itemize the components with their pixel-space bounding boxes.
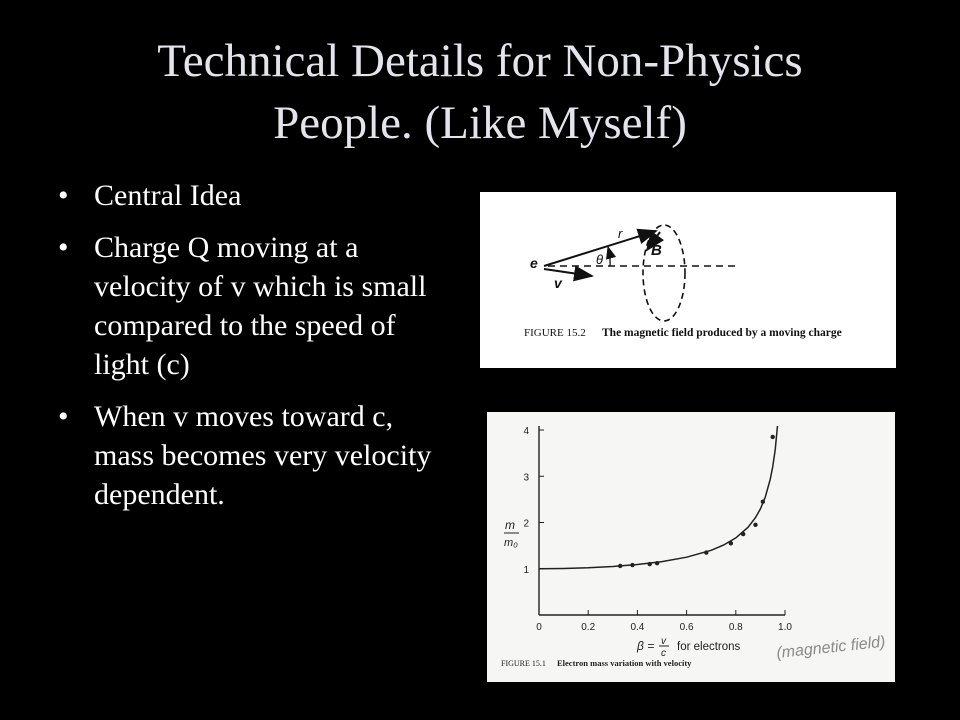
- mass-velocity-figure: [487, 412, 895, 682]
- figure-15-2-caption: The magnetic field produced by a moving charge: [602, 327, 842, 339]
- magnetic-field-figure: [480, 192, 896, 368]
- bullet-dot: •: [58, 400, 69, 433]
- data-point: [618, 564, 622, 568]
- bullet-item: [58, 228, 448, 384]
- x-axis-label-c: c: [661, 648, 666, 659]
- data-point: [630, 563, 634, 567]
- bullet-text: When v moves toward c, mass becomes very velocity dependent.: [94, 400, 432, 511]
- chart-axes: [523, 426, 792, 633]
- figure-15-2-number: FIGURE 15.2: [524, 327, 586, 339]
- x-tick-label: 0.8: [728, 622, 743, 633]
- y-tick-label: 4: [523, 426, 529, 437]
- title-line-2: People. (Like Myself): [273, 97, 687, 149]
- label-e: e: [530, 255, 538, 271]
- bullet-text: Central Idea: [94, 179, 242, 212]
- x-axis-label-beta: β =: [637, 639, 655, 653]
- y-axis-label-m0: m₀: [504, 537, 518, 549]
- label-theta: θ: [596, 252, 604, 267]
- slide-title: [40, 30, 920, 154]
- x-axis-label-v: v: [661, 636, 666, 647]
- data-point: [729, 541, 733, 545]
- label-b: B: [651, 242, 662, 259]
- y-tick-label: 3: [523, 472, 529, 484]
- data-point: [655, 561, 659, 565]
- bullet-item: [58, 176, 448, 215]
- mass-velocity-chart: [487, 412, 895, 682]
- handwritten-note: (magnetic field): [775, 633, 887, 662]
- data-point: [771, 435, 775, 439]
- figure-15-1-number: FIGURE 15.1: [501, 659, 546, 668]
- magnetic-field-diagram: [480, 192, 896, 368]
- figure-15-1-caption: Electron mass variation with velocity: [557, 658, 692, 668]
- data-point: [704, 550, 708, 554]
- x-tick-label: 1.0: [778, 622, 792, 633]
- bullet-item: [58, 397, 448, 514]
- bullet-text: Charge Q moving at a velocity of v which is small compared to the speed of light (c): [94, 231, 427, 381]
- y-tick-label: 1: [523, 564, 529, 576]
- x-tick-label: 0: [536, 622, 542, 633]
- title-line-1: Technical Details for Non-Physics: [157, 35, 803, 87]
- y-tick-label: 2: [523, 518, 529, 530]
- bullet-dot: •: [58, 231, 69, 264]
- field-loop: [643, 225, 685, 321]
- label-r: r: [618, 226, 623, 241]
- y-axis-label-m: m: [505, 518, 515, 532]
- data-point: [761, 499, 765, 503]
- data-point: [741, 532, 745, 536]
- data-point: [648, 562, 652, 566]
- x-tick-label: 0.4: [630, 622, 645, 633]
- data-point: [753, 523, 757, 527]
- x-tick-label: 0.6: [679, 622, 694, 633]
- x-axis-label-for-electrons: for electrons: [677, 641, 741, 653]
- label-v: v: [554, 275, 562, 291]
- bullet-list: [58, 176, 448, 527]
- chart-series: [539, 412, 779, 569]
- v-vector-arrow: [544, 269, 592, 276]
- bullet-dot: •: [58, 179, 69, 212]
- theta-arc: [608, 247, 610, 266]
- x-tick-label: 0.2: [581, 622, 596, 633]
- theory-curve: [539, 412, 779, 569]
